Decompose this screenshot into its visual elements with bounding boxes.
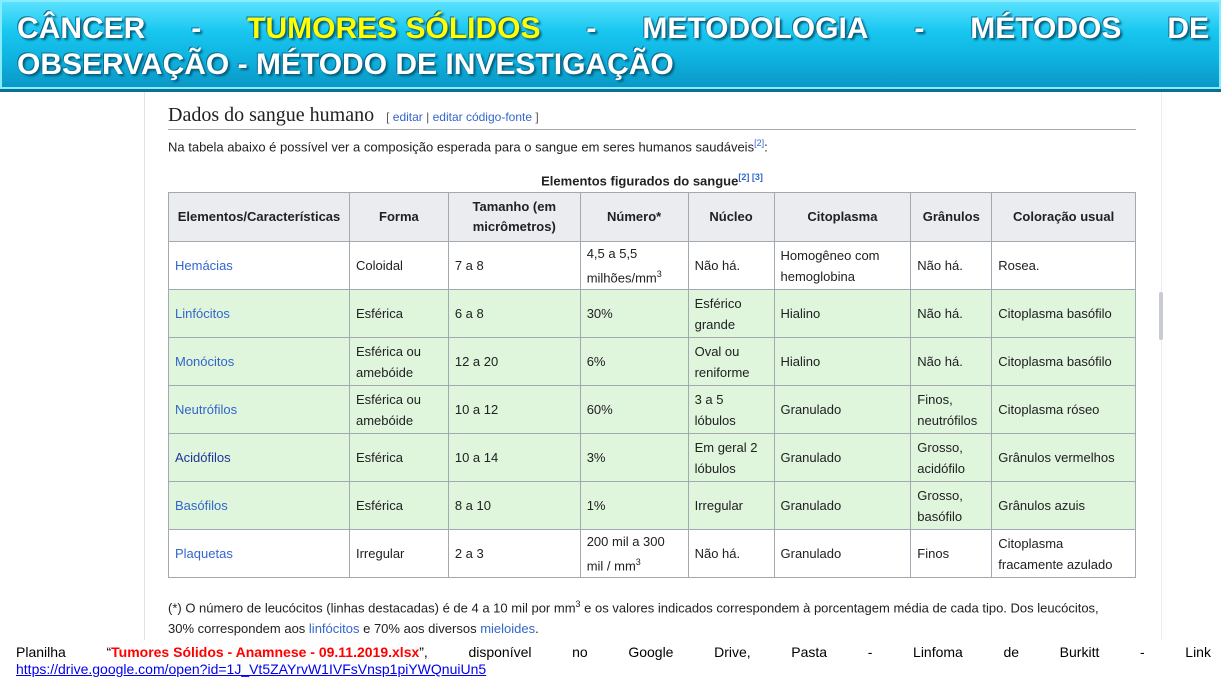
table-footnote [168,594,1128,639]
table-cell: 30% [580,290,688,338]
table-cell: 2 a 3 [448,530,580,578]
table-cell: Irregular [349,530,448,578]
banner-word: CÂNCER [17,12,146,45]
footer-word: ”, [419,644,428,660]
element-link[interactable]: Acidófilos [169,434,350,482]
table-cell: Não há. [911,290,992,338]
column-header: Número* [580,193,688,242]
caption-text: Elementos figurados do sangue [541,173,739,189]
table-cell: Oval ou reniforme [688,338,774,386]
table-cell: Grânulos vermelhos [992,434,1136,482]
element-link[interactable]: Hemácias [169,242,350,290]
column-header: Citoplasma [774,193,911,242]
cell-superscript: 3 [635,556,641,567]
table-cell: Esférica ou amebóide [349,338,448,386]
edit-source-link[interactable]: editar código-fonte [432,110,533,124]
table-cell: Citoplasma róseo [992,386,1136,434]
table-cell: Finos [911,530,992,578]
table-cell: Irregular [688,482,774,530]
footer-word: Linfoma [913,644,963,660]
table-header-row [169,193,1136,242]
intro-end: : [764,139,768,155]
note-text: e 70% aos diversos [359,621,481,637]
element-link[interactable]: Plaquetas [169,530,350,578]
footer-word: Burkitt [1059,644,1100,660]
table-cell: Não há. [688,530,774,578]
banner-line-2: OBSERVAÇÃO - MÉTODO DE INVESTIGAÇÃO [17,48,674,81]
element-link[interactable]: Basófilos [169,482,350,530]
footer-quote: “ [106,644,112,660]
table-cell: Grânulos azuis [992,482,1136,530]
table-caption [168,172,1136,188]
column-header: Coloração usual [992,193,1136,242]
banner-word: DE [1167,12,1209,45]
table-cell: Não há. [688,242,774,290]
edit-links [386,110,539,124]
table-cell: Esférica [349,482,448,530]
footer-source [16,644,1211,678]
table-cell: 3 a 5 lóbulos [688,386,774,434]
banner-word: - [586,12,597,45]
scrollbar-track[interactable] [1161,92,1162,640]
banner-line-1 [17,11,1209,47]
blood-elements-table [168,192,1136,578]
column-header: Elementos/Características [169,193,350,242]
table-row [169,530,1136,578]
table-cell: 3% [580,434,688,482]
edit-separator: | [426,110,430,124]
intro-text: Na tabela abaixo é possível ver a composição esperada para o sangue em seres humanos saudáveis [168,139,755,155]
cell-superscript: 3 [656,268,662,279]
table-row [169,434,1136,482]
column-header: Grânulos [911,193,992,242]
table-cell: Granulado [774,530,911,578]
footer-word: Google [628,644,674,660]
table-cell: Não há. [911,338,992,386]
table-row [169,482,1136,530]
table-cell: Coloidal [349,242,448,290]
edit-bracket-close: ] [535,110,539,124]
banner-highlight: TUMORES SÓLIDOS [247,12,541,45]
footer-word: disponível [468,644,532,660]
note-text: (*) O número de leucócitos (linhas destacadas) é de 4 a 10 mil por mm [168,600,576,616]
mieloides-link[interactable]: mieloides [480,621,536,637]
drive-link[interactable]: https://drive.google.com/open?id=1J_Vt5ZAYrvW1IVFsVnsp1piYWQnuiUn5 [16,661,487,677]
caption-reference-links[interactable]: [2] [3] [738,172,763,182]
footer-word: - [1139,644,1145,660]
table-cell: 12 a 20 [448,338,580,386]
element-link[interactable]: Neutrófilos [169,386,350,434]
note-superscript: 3 [575,599,581,609]
table-cell: Em geral 2 lóbulos [688,434,774,482]
table-cell: Esférica [349,290,448,338]
footer-word: Link [1185,644,1211,660]
table-row [169,338,1136,386]
footer-word: de [1003,644,1020,660]
note-text: . [535,621,539,637]
column-header: Núcleo [688,193,774,242]
banner-word: METODOLOGIA [642,12,869,45]
table-cell: Citoplasma basófilo [992,290,1136,338]
footer-word: Drive, [714,644,751,660]
table-cell: Esférico grande [688,290,774,338]
footer-line-2 [16,661,1211,678]
table-cell: Esférica ou amebóide [349,386,448,434]
edit-link[interactable]: editar [392,110,423,124]
table-row [169,290,1136,338]
footer-line-1 [16,644,1211,661]
table-cell: 60% [580,386,688,434]
table-cell: Hialino [774,290,911,338]
column-header: Forma [349,193,448,242]
table-cell: Citoplasma fracamente azulado [992,530,1136,578]
title-banner [0,0,1221,92]
table-cell: 7 a 8 [448,242,580,290]
banner-word: - [914,12,925,45]
table-cell: Grosso, basófilo [911,482,992,530]
table-cell: Hialino [774,338,911,386]
wiki-page [0,92,1221,640]
table-cell: Não há. [911,242,992,290]
table-cell: Granulado [774,434,911,482]
linfocitos-link[interactable]: linfócitos [308,621,360,637]
spreadsheet-name: Tumores Sólidos - Anamnese - 09.11.2019.xlsx [111,644,420,660]
table-cell: 6 a 8 [448,290,580,338]
section-heading [168,104,1136,130]
intro-paragraph [168,138,768,154]
table-cell: 10 a 14 [448,434,580,482]
table-row [169,386,1136,434]
table-cell: 8 a 10 [448,482,580,530]
table-cell: Homogêneo com hemoglobina [774,242,911,290]
footer-word: - [867,644,873,660]
table-cell: Finos, neutrófilos [911,386,992,434]
section-title: Dados do sangue humano [168,104,375,126]
footer-word: no [572,644,588,660]
table-cell: Granulado [774,386,911,434]
element-link[interactable]: Linfócitos [169,290,350,338]
table-cell [580,242,688,290]
table-row [169,242,1136,290]
banner-word: MÉTODOS [970,12,1122,45]
content-left-border [144,92,145,640]
table-cell [580,530,688,578]
cell-text: 4,5 a 5,5 milhões/mm [586,245,657,286]
footer-word: Planilha [16,644,66,660]
table-cell: Citoplasma basófilo [992,338,1136,386]
cell-text: 200 mil a 300 mil / mm [586,533,665,574]
note-text: e os valores indicados correspondem à porcentagem média de cada tipo. Dos leucócitos, 30% correspondem aos [168,600,1099,637]
footer-word: Pasta [791,644,828,660]
element-link[interactable]: Monócitos [169,338,350,386]
banner-word: - [191,12,202,45]
table-cell: Esférica [349,434,448,482]
reference-link[interactable]: [2] [754,138,765,148]
table-cell: 1% [580,482,688,530]
table-cell: Rosea. [992,242,1136,290]
footer-file [106,644,427,661]
edit-bracket-open: [ [386,110,390,124]
table-cell: 6% [580,338,688,386]
table-cell: Granulado [774,482,911,530]
table-cell: Grosso, acidófilo [911,434,992,482]
scrollbar-thumb[interactable] [1159,292,1163,340]
column-header: Tamanho (em micrômetros) [448,193,580,242]
table-cell: 10 a 12 [448,386,580,434]
